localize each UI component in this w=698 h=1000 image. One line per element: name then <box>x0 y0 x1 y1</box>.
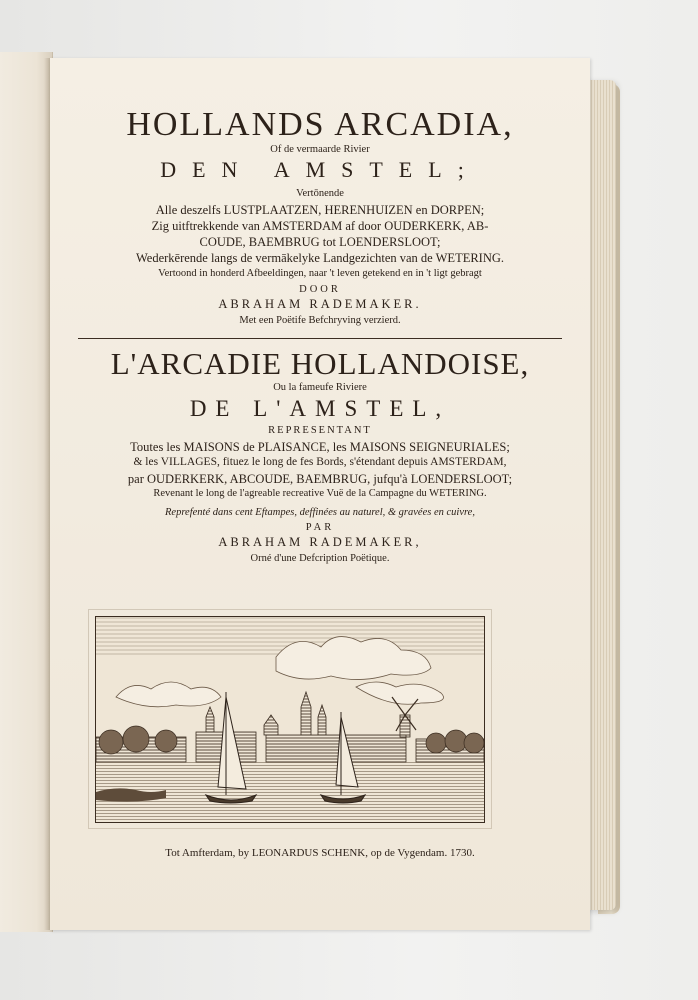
french-line-5: Reprefenté dans cent Eftampes, deffinées au naturel, & gravées en cuivre, <box>165 507 475 518</box>
dutch-subtitle-intro: Of de vermaarde Rivier <box>270 144 370 155</box>
dutch-note: Met een Poëtife Befchryving verzierd. <box>239 315 401 326</box>
french-line-1: Toutes les MAISONS de PLAISANCE, les MAISONS SEIGNEURIALES; <box>130 440 510 454</box>
engraving-amsterdam-view <box>95 616 485 823</box>
dutch-line-1: Alle deszelfs LUSTPLAATZEN, HERENHUIZEN en DORPEN; <box>155 203 485 217</box>
dutch-title: HOLLANDS ARCADIA, <box>126 106 514 143</box>
french-representing: REPRESENTANT <box>268 425 372 436</box>
dutch-line-5: Vertoond in honderd Afbeeldingen, naar 't leven getekend en in 't ligt gebragt <box>158 268 482 279</box>
title-page <box>50 58 590 930</box>
dutch-author: ABRAHAM RADEMAKER. <box>218 297 422 311</box>
french-by: PAR <box>305 522 335 533</box>
french-subtitle-intro: Ou la fameufe Riviere <box>273 382 367 393</box>
dutch-line-2: Zig uitftrekkende van AMSTERDAM af door OUDERKERK, AB- <box>151 219 489 233</box>
dutch-by: DOOR <box>299 284 341 295</box>
section-divider <box>78 338 562 339</box>
french-line-4: Revenant le long de l'agreable recreative Vuë de la Campagne du WETERING. <box>153 488 487 499</box>
french-author: ABRAHAM RADEMAKER, <box>218 535 422 549</box>
dutch-subject: DEN AMSTEL; <box>160 157 480 182</box>
dutch-line-3: COUDE, BAEMBRUG tot LOENDERSLOOT; <box>199 235 441 249</box>
french-line-2: & les VILLAGES, fituez le long de fes Bords, s'étendant depuis AMSTERDAM, <box>133 456 507 468</box>
french-subject: DE L'AMSTEL, <box>189 396 451 421</box>
french-note: Orné d'une Defcription Poëtique. <box>250 553 390 564</box>
dutch-line-4: Wederkērende langs de vermākelyke Landgezichten van de WETERING. <box>135 251 505 265</box>
dutch-showing: Vertōnende <box>296 188 344 199</box>
imprint: Tot Amfterdam, by LEONARDUS SCHENK, op de Vygendam. 1730. <box>165 847 475 859</box>
french-line-3: par OUDERKERK, ABCOUDE, BAEMBRUG, jufqu'à LOENDERSLOOT; <box>127 472 513 486</box>
french-title: L'ARCADIE HOLLANDOISE, <box>110 346 530 381</box>
